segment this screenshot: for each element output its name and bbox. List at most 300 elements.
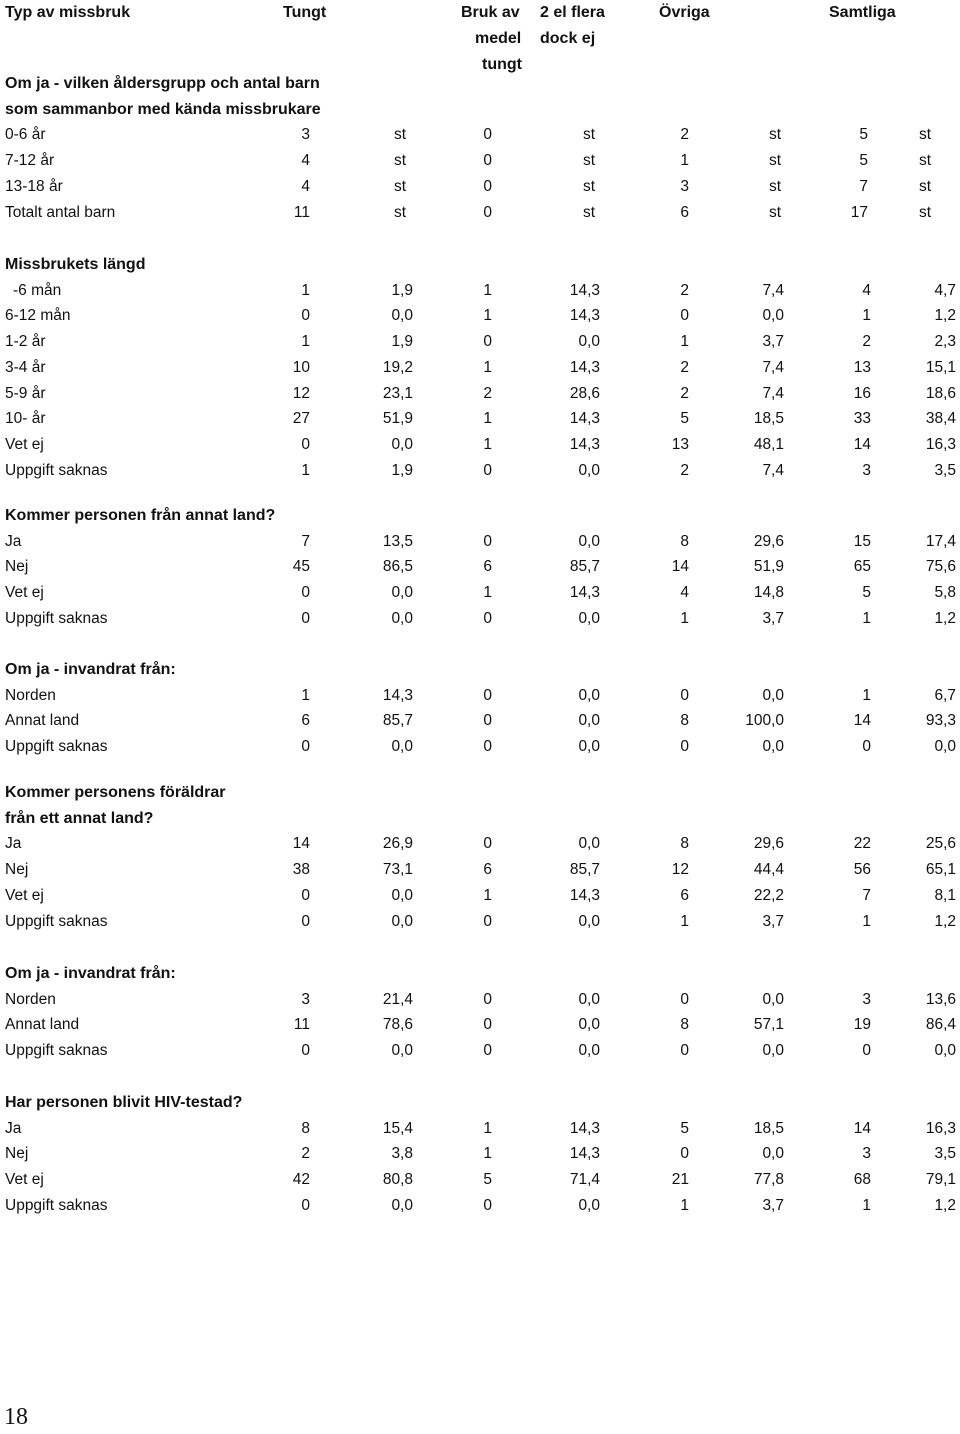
table-cell: 6 [483, 558, 492, 576]
table-cell: 15 [853, 532, 871, 550]
table-cell: 0 [483, 1042, 492, 1060]
table-row [0, 1171, 960, 1197]
table-cell: 38,4 [925, 410, 956, 428]
page-number: 18 [4, 1404, 28, 1430]
table-cell: 4 [301, 177, 310, 195]
table-cell: 1,9 [391, 333, 413, 351]
header-col-bruk-line3: tungt [482, 56, 522, 73]
table-cell: 0 [680, 990, 689, 1008]
table-cell: 0,0 [762, 686, 784, 704]
table-cell: 1 [301, 281, 310, 299]
section-title: Om ja - vilken åldersgrupp och antal barn [5, 75, 320, 92]
table-cell: 86,5 [382, 558, 413, 576]
table-cell: 3 [862, 1145, 871, 1163]
table-cell: 11 [293, 203, 310, 221]
table-cell: 1 [483, 435, 492, 453]
table-cell: 1 [680, 333, 689, 351]
table-cell: 23,1 [382, 384, 413, 402]
table-cell: 3,8 [391, 1145, 413, 1163]
table-cell: 86,4 [925, 1016, 956, 1034]
table-cell: 14,3 [569, 1119, 600, 1137]
row-label: Norden [5, 990, 56, 1008]
table-cell: 0 [301, 912, 310, 930]
section-title: från ett annat land? [5, 809, 154, 827]
table-cell: 14,3 [569, 281, 600, 299]
table-cell: 68 [853, 1171, 871, 1189]
table-cell: 0 [680, 738, 689, 756]
table-cell: 22 [853, 835, 871, 853]
table-cell: 0,0 [578, 712, 600, 730]
table-cell: 42 [292, 1171, 310, 1189]
table-cell: 0,0 [391, 584, 413, 602]
table-cell: 78,6 [382, 1016, 413, 1034]
table-cell: 57,1 [753, 1016, 784, 1034]
row-label: Vet ej [5, 435, 44, 453]
table-cell: 51,9 [382, 410, 413, 428]
table-cell: 1 [862, 307, 871, 325]
table-row [0, 204, 960, 230]
row-label: Nej [5, 558, 29, 576]
table-cell: 0,0 [578, 1042, 600, 1060]
table-cell: 0,0 [391, 609, 413, 627]
table-cell: 1,2 [934, 307, 956, 325]
table-cell: 29,6 [753, 835, 784, 853]
table-cell: 14 [853, 712, 871, 730]
table-cell: 22,2 [753, 886, 784, 904]
section-title: som sammanbor med kända missbrukare [5, 100, 321, 118]
table-cell: 51,9 [753, 558, 784, 576]
row-label: Nej [5, 1145, 29, 1163]
table-cell: 0 [483, 990, 492, 1008]
table-cell: 6 [483, 861, 492, 879]
table-cell: 0,0 [578, 609, 600, 627]
table-cell: 1 [483, 410, 492, 428]
row-label: Norden [5, 686, 56, 704]
table-cell: 0,0 [578, 686, 600, 704]
table-cell: 11 [293, 1016, 310, 1034]
table-cell: 1 [483, 307, 492, 325]
table-cell: 0 [483, 177, 492, 195]
table-cell: 1 [301, 686, 310, 704]
table-cell: 7,4 [762, 461, 784, 479]
table-cell: st [768, 152, 781, 170]
row-label: Vet ej [5, 1171, 44, 1189]
table-cell: 14,3 [569, 886, 600, 904]
table-cell: 8 [301, 1119, 310, 1137]
table-cell: 5 [680, 1119, 689, 1137]
table-cell: 0,0 [578, 1196, 600, 1214]
table-cell: 4 [680, 584, 689, 602]
table-cell: 5,8 [934, 584, 956, 602]
table-cell: 0,0 [578, 461, 600, 479]
table-cell: 1 [301, 461, 310, 479]
table-cell: 6 [301, 712, 310, 730]
table-cell: 73,1 [382, 861, 413, 879]
table-row [0, 533, 960, 559]
table-cell: 93,3 [925, 712, 956, 730]
table-cell: 14 [853, 1119, 871, 1137]
table-cell: st [393, 126, 406, 144]
table-cell: 5 [859, 152, 868, 170]
table-cell: 5 [859, 126, 868, 144]
table-cell: 1 [862, 912, 871, 930]
row-label: Ja [5, 835, 22, 853]
table-row [0, 1145, 960, 1171]
row-label: 1-2 år [5, 333, 46, 351]
table-row [0, 584, 960, 610]
table-cell: 5 [483, 1171, 492, 1189]
table-cell: 14 [671, 558, 689, 576]
table-cell: 3 [301, 990, 310, 1008]
table-cell: 8,1 [934, 886, 956, 904]
table-cell: 15,1 [925, 358, 956, 376]
table-cell: 3,7 [762, 1196, 784, 1214]
header-col-samtliga: Samtliga [829, 4, 896, 21]
table-row [0, 738, 960, 764]
table-row [0, 887, 960, 913]
table-cell: 5 [680, 410, 689, 428]
row-label: Uppgift saknas [5, 461, 108, 479]
table-row [0, 687, 960, 713]
table-row [0, 1197, 960, 1223]
table-cell: 8 [680, 712, 689, 730]
table-row [0, 436, 960, 462]
table-cell: st [393, 152, 406, 170]
table-cell: st [582, 177, 595, 195]
table-row [0, 861, 960, 887]
table-cell: 2 [680, 461, 689, 479]
row-label: 3-4 år [5, 358, 46, 376]
table-cell: 14,3 [382, 686, 413, 704]
table-cell: 1,2 [934, 609, 956, 627]
table-row [0, 1120, 960, 1146]
table-cell: 3 [301, 126, 310, 144]
table-cell: 16,3 [925, 435, 956, 453]
row-label: Ja [5, 1119, 22, 1137]
header-col-bruk-line2: medel [475, 30, 522, 47]
table-cell: 0,0 [391, 1042, 413, 1060]
table-cell: 3,5 [934, 461, 956, 479]
table-cell: 48,1 [753, 435, 784, 453]
table-cell: 10 [292, 358, 310, 376]
row-label: 0-6 år [5, 126, 46, 144]
table-cell: 19,2 [382, 358, 413, 376]
table-cell: 18,5 [753, 410, 784, 428]
table-cell: 0 [680, 307, 689, 325]
table-cell: 0 [483, 1196, 492, 1214]
section-title: Kommer personens föräldrar [5, 784, 226, 801]
table-cell: 1 [862, 686, 871, 704]
table-cell: 21 [671, 1171, 689, 1189]
table-cell: 0 [301, 584, 310, 602]
table-cell: 15,4 [382, 1119, 413, 1137]
row-label: Nej [5, 861, 29, 879]
table-cell: 0,0 [934, 738, 956, 756]
table-cell: 0,0 [578, 738, 600, 756]
table-row [0, 152, 960, 178]
table-cell: 0,0 [578, 835, 600, 853]
table-row [0, 359, 960, 385]
table-cell: 0 [483, 152, 492, 170]
table-cell: 0 [680, 686, 689, 704]
table-cell: 0,0 [391, 912, 413, 930]
table-cell: 0 [483, 835, 492, 853]
table-cell: 0 [680, 1042, 689, 1060]
table-cell: 3 [680, 177, 689, 195]
table-cell: 33 [853, 410, 871, 428]
table-cell: 14,8 [753, 584, 784, 602]
section-title: Om ja - invandrat från: [5, 965, 176, 982]
table-cell: 0,0 [391, 886, 413, 904]
table-cell: st [582, 126, 595, 144]
section-title: Missbrukets längd [5, 256, 146, 273]
table-cell: 0 [483, 738, 492, 756]
table-cell: 1 [483, 886, 492, 904]
table-row [0, 1016, 960, 1042]
table-cell: 0 [483, 203, 492, 221]
table-row [0, 282, 960, 308]
table-cell: 0 [301, 435, 310, 453]
table-cell: st [768, 126, 781, 144]
table-cell: 3,7 [762, 912, 784, 930]
section-title: Kommer personen från annat land? [5, 507, 276, 524]
table-cell: 17,4 [925, 532, 956, 550]
table-cell: 0,0 [762, 990, 784, 1008]
table-row [0, 1042, 960, 1068]
row-label: Annat land [5, 712, 80, 730]
table-cell: 2 [680, 384, 689, 402]
table-cell: 0 [301, 1196, 310, 1214]
table-cell: 7,4 [762, 384, 784, 402]
header-col-typ: Typ av missbruk [5, 4, 131, 21]
table-cell: 7 [301, 532, 310, 550]
table-cell: 85,7 [569, 558, 600, 576]
table-cell: 4 [862, 281, 871, 299]
table-cell: 29,6 [753, 532, 784, 550]
row-label: 13-18 år [5, 177, 63, 195]
table-cell: st [918, 203, 931, 221]
row-label: 5-9 år [5, 384, 46, 402]
table-cell: 7 [859, 177, 868, 195]
table-cell: 0 [680, 1145, 689, 1163]
table-cell: 2 [483, 384, 492, 402]
table-cell: 1 [862, 1196, 871, 1214]
table-cell: 0 [301, 609, 310, 627]
table-row [0, 913, 960, 939]
row-label: 10- år [5, 410, 46, 428]
table-cell: 6 [680, 203, 689, 221]
table-cell: 1 [483, 281, 492, 299]
table-cell: 6 [680, 886, 689, 904]
table-cell: 2 [680, 126, 689, 144]
table-cell: 14,3 [569, 435, 600, 453]
table-cell: 14,3 [569, 584, 600, 602]
table-cell: 0 [301, 886, 310, 904]
table-cell: 12 [671, 861, 689, 879]
table-cell: 80,8 [382, 1171, 413, 1189]
table-cell: st [768, 177, 781, 195]
table-cell: 0 [483, 333, 492, 351]
table-cell: 44,4 [753, 861, 784, 879]
table-cell: 79,1 [925, 1171, 956, 1189]
table-row [0, 991, 960, 1017]
table-row [0, 385, 960, 411]
table-cell: 0,0 [762, 1042, 784, 1060]
table-cell: 1 [301, 333, 310, 351]
table-cell: 19 [853, 1016, 871, 1034]
header-col-ovriga: Övriga [659, 4, 710, 21]
table-cell: 16 [853, 384, 871, 402]
row-label: Ja [5, 532, 22, 550]
table-row [0, 462, 960, 488]
table-cell: 3,7 [762, 333, 784, 351]
table-cell: 8 [680, 835, 689, 853]
table-cell: 0,0 [578, 1016, 600, 1034]
header-col-flera-line1: 2 el flera [540, 4, 605, 21]
table-cell: 18,6 [925, 384, 956, 402]
table-cell: st [918, 152, 931, 170]
table-cell: 5 [862, 584, 871, 602]
table-cell: 7 [862, 886, 871, 904]
table-cell: 2,3 [934, 333, 956, 351]
table-cell: st [393, 177, 406, 195]
table-row [0, 410, 960, 436]
table-cell: 0 [301, 1042, 310, 1060]
table-cell: 14,3 [569, 1145, 600, 1163]
table-cell: 26,9 [382, 835, 413, 853]
table-cell: 17 [850, 203, 868, 221]
row-label: Uppgift saknas [5, 1042, 108, 1060]
table-cell: 85,7 [569, 861, 600, 879]
table-cell: 0,0 [762, 1145, 784, 1163]
table-cell: st [582, 203, 595, 221]
table-row [0, 610, 960, 636]
table-cell: 18,5 [753, 1119, 784, 1137]
table-cell: 3 [862, 461, 871, 479]
table-cell: 0 [862, 1042, 871, 1060]
table-cell: 1,2 [934, 912, 956, 930]
table-cell: 1 [483, 1145, 492, 1163]
table-cell: 75,6 [925, 558, 956, 576]
table-cell: 0,0 [578, 990, 600, 1008]
table-cell: 0,0 [578, 333, 600, 351]
table-cell: 1 [483, 584, 492, 602]
table-cell: 1 [862, 609, 871, 627]
table-cell: 0 [483, 126, 492, 144]
row-label: Uppgift saknas [5, 912, 108, 930]
section-title: Har personen blivit HIV-testad? [5, 1094, 243, 1111]
table-cell: 0 [483, 532, 492, 550]
table-row [0, 333, 960, 359]
table-cell: st [918, 177, 931, 195]
table-cell: 1 [483, 358, 492, 376]
row-label: Uppgift saknas [5, 1196, 108, 1214]
table-cell: 16,3 [925, 1119, 956, 1137]
table-cell: 1 [680, 609, 689, 627]
table-cell: 4,7 [934, 281, 956, 299]
table-row [0, 835, 960, 861]
table-cell: 0 [862, 738, 871, 756]
table-cell: st [768, 203, 781, 221]
table-cell: 8 [680, 532, 689, 550]
table-cell: 0 [301, 307, 310, 325]
table-cell: 2 [680, 281, 689, 299]
table-cell: 3,7 [762, 609, 784, 627]
table-cell: 7,4 [762, 358, 784, 376]
table-cell: 21,4 [382, 990, 413, 1008]
table-cell: 85,7 [382, 712, 413, 730]
table-cell: 0,0 [762, 307, 784, 325]
table-cell: 65 [853, 558, 871, 576]
table-cell: 38 [292, 861, 310, 879]
table-row [0, 558, 960, 584]
row-label: Totalt antal barn [5, 203, 116, 221]
table-cell: 27 [292, 410, 310, 428]
table-cell: 14 [853, 435, 871, 453]
table-cell: 1 [483, 1119, 492, 1137]
table-cell: st [918, 126, 931, 144]
table-cell: 14,3 [569, 307, 600, 325]
table-cell: 2 [862, 333, 871, 351]
table-cell: 56 [853, 861, 871, 879]
row-label: Annat land [5, 1016, 80, 1034]
table-cell: 12 [292, 384, 310, 402]
table-cell: 0 [483, 461, 492, 479]
table-cell: 13 [853, 358, 871, 376]
table-cell: 0 [483, 712, 492, 730]
table-cell: 6,7 [934, 686, 956, 704]
table-cell: 1 [680, 152, 689, 170]
row-label: Vet ej [5, 584, 44, 602]
row-label: Vet ej [5, 886, 44, 904]
table-row [0, 126, 960, 152]
table-cell: 0,0 [578, 532, 600, 550]
table-cell: 0,0 [762, 738, 784, 756]
table-row [0, 307, 960, 333]
table-cell: 77,8 [753, 1171, 784, 1189]
table-cell: 2 [680, 358, 689, 376]
table-cell: 1 [680, 1196, 689, 1214]
table-cell: 13,5 [382, 532, 413, 550]
table-cell: 0,0 [578, 912, 600, 930]
table-cell: 100,0 [745, 712, 784, 730]
table-cell: 2 [301, 1145, 310, 1163]
table-cell: 13,6 [925, 990, 956, 1008]
table-cell: 0,0 [391, 738, 413, 756]
header-col-bruk-line1: Bruk av [461, 4, 520, 21]
table-cell: 0,0 [934, 1042, 956, 1060]
table-row [0, 712, 960, 738]
section-title: Om ja - invandrat från: [5, 661, 176, 678]
table-cell: 3 [862, 990, 871, 1008]
table-cell: 1,2 [934, 1196, 956, 1214]
table-cell: 0,0 [391, 435, 413, 453]
header-col-flera-line2: dock ej [540, 30, 596, 47]
table-cell: 0,0 [391, 307, 413, 325]
table-cell: 1,9 [391, 461, 413, 479]
table-row [0, 178, 960, 204]
table-cell: 0,0 [391, 1196, 413, 1214]
table-cell: 7,4 [762, 281, 784, 299]
table-cell: 14,3 [569, 410, 600, 428]
table-cell: 0 [483, 1016, 492, 1034]
table-cell: 14 [292, 835, 310, 853]
table-cell: 14,3 [569, 358, 600, 376]
table-cell: 0 [483, 912, 492, 930]
table-cell: 1 [680, 912, 689, 930]
row-label: 6-12 mån [5, 307, 71, 325]
table-cell: 71,4 [569, 1171, 600, 1189]
